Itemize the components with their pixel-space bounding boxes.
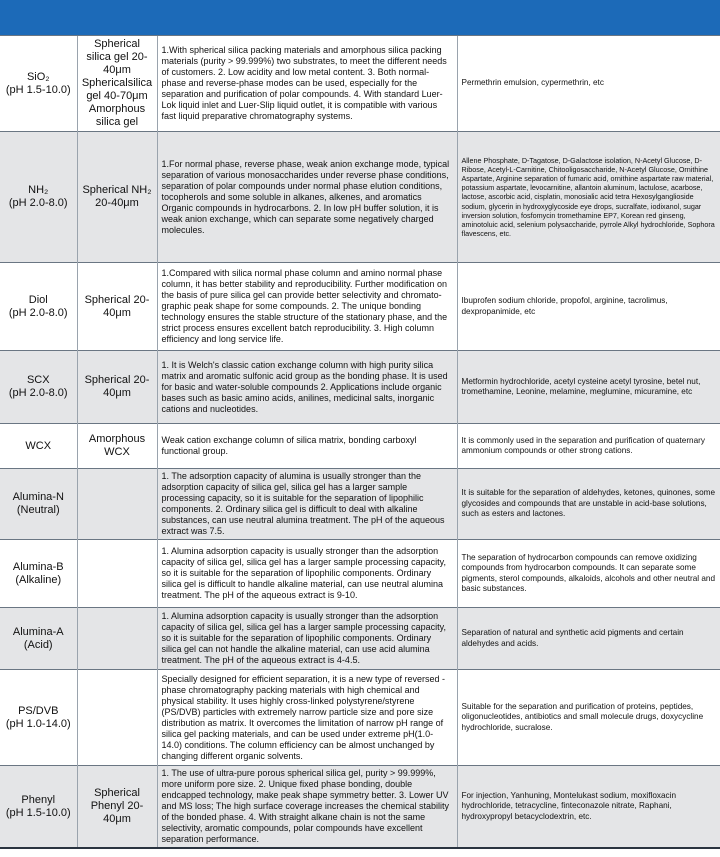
features-cell: 1. Alumina adsorption capacity is usually stronger than the adsorption capacity of silica gel, silica gel has a larger sample processing capacity, so it is suitable for the separation of lipophilic components. Ordinary silica gel is difficult to handle alkaline material, can use neutral alumina treatment. The pH of the aqueous extract is 9-10. [157,540,457,608]
phase-cell [0,540,77,608]
phase-cell [0,36,77,132]
phase-ph-range: (pH 1.5-10.0) [5,83,71,96]
features-cell: 1. The use of ultra-pure porous spherical silica gel, purity > 99.999%, more uniform pore size. 2. Unique fixed phase bonding, double endcapped technology, make peak shape symmetry better. 3. Lower UV and MS loss; The high surface coverage increases the chemical stability of the bonded phase. 4. With straight alkane chain is not the same selectivity, aromatic compounds, polar compounds have excellent separation performance. [157,766,457,849]
applications-cell: For injection, Yanhuning, Montelukast sodium, moxifloxacin hydrochloride, tetracycline, finteconazole nitrate, Raphani, hydroxypropyl betacyclodextrin, etc. [457,766,720,849]
phase-name: SCX [26,374,50,386]
features-cell: 1. The adsorption capacity of alumina is usually stronger than the adsorption capacity of silica gel, silica gel has a larger sample processing capacity, so it is suitable for the separation of lipophilic components. 2. Ordinary silica gel is difficult to deal with alkaline substances, can use neutral alumina treatment. The pH of the aqueous extract was 7.5. [157,469,457,540]
table-row [0,469,720,540]
features-cell: Specially designed for efficient separation, it is a new type of reversed -phase chromatography packing materials with high chemical and physical stability. It uses highly cross-linked polystyrene/styrene (PS/DVB) particles with extremely narrow particle size and pore size distribution as matrix. It overcomes the limitation of narrow pH range of silica gel packing materials, and can be used under extreme pH(1.0-14.0) conditions. The column efficiency can be almost unchanged by changing different organic solvents. [157,670,457,766]
table-row [0,540,720,608]
table-row [0,36,720,132]
phase-cell [0,608,77,670]
phase-name: Diol [28,293,48,306]
specification-cell [77,608,157,670]
specification-cell: Spherical 20-40μm [77,351,157,424]
phase-ph-range: (Neutral) [16,504,60,516]
phase-cell [0,263,77,351]
phase-cell [0,351,77,424]
table-row [0,608,720,670]
applications-cell: Ibuprofen sodium chloride, propofol, arginine, tacrolimus, dexpropanimide, etc [457,263,720,351]
phase-name: PS/DVB [18,704,59,717]
phase-ph-range: (pH 2.0-8.0) [8,306,68,319]
applications-cell: It is suitable for the separation of aldehydes, ketones, quinones, some glycosides and compounds that are unstable in acid-base solutions, such as esters and lactones. [457,469,720,540]
phase-ph-range: (Alkaline) [15,573,62,586]
table-row [0,132,720,263]
features-cell: 1.For normal phase, reverse phase, weak anion exchange mode, typical separation of various monosaccharides under reverse phase conditions, separation of polar compounds under normal phase elution conditions, tocopherols and some soluble in alkanes, alkenes, and aromatics Organic compounds in hydrocarbons. 2. In low pH buffer solution, it is weak anion exchange, which can separate some negatively charged molecules. [157,132,457,263]
specification-cell [77,670,157,766]
specification-cell: Spherical NH₂ 20-40μm [77,132,157,263]
phase-name: Alumina-A [12,625,64,638]
features-cell: Weak cation exchange column of silica matrix, bonding carboxyl functional group. [157,424,457,469]
specification-cell [77,469,157,540]
phase-ph-range: (pH 2.0-8.0) [8,197,68,209]
phase-cell [0,670,77,766]
specification-cell: Spherical Phenyl 20-40μm [77,766,157,849]
phase-name: Alumina-N [12,491,64,503]
features-cell: 1.Compared with silica normal phase column and amino normal phase column, it has better stability and reproducibility. Further modification on the basis of pure silica gel can provide better selectivity and chromato-graphic peak shape for some compounds. 2. The unique bonding technology ensures the stable structure of the stationary phase, and the strict process ensures excellent batch reproducibility. 3. High column efficiency and long service life. [157,263,457,351]
phase-ph-range: (pH 2.0-8.0) [8,387,68,399]
phase-name: Alumina-B [12,560,64,573]
phase-cell [0,469,77,540]
applications-cell: Separation of natural and synthetic acid pigments and certain aldehydes and acids. [457,608,720,670]
product-table [0,35,720,849]
applications-cell: It is commonly used in the separation and purification of quaternary ammonium compounds or other strong cations. [457,424,720,469]
applications-cell: The separation of hydrocarbon compounds can remove oxidizing compounds from hydrocarbon compounds. It can separate some pigments, sterol compounds, alkaloids, alcohols and other neutral and basic substances. [457,540,720,608]
phase-cell [0,132,77,263]
phase-ph-range: (pH 1.5-10.0) [5,806,71,819]
phase-name: WCX [25,439,52,452]
table-bottom-rule [0,848,720,849]
table-row [0,424,720,469]
table-row [0,766,720,849]
specification-cell: Spherical 20-40μm [77,263,157,351]
features-cell: 1.With spherical silica packing materials and amorphous silica packing materials (purity > 99.999%) two substrates, to meet the different needs of customers. 2. Low acidity and low metal content. 3. Both normal-phase and reverse-phase modes can be used, especially for the separation and purification of polar compounds. 4. With standard Luer-Lok liquid inlet and Luer-Slip liquid outlet, it is compatible with various fast liquid preparative chromatography systems. [157,36,457,132]
phase-cell [0,766,77,849]
features-cell: 1. It is Welch's classic cation exchange column with high purity silica matrix and aromatic sulfonic acid group as the bonding phase. It is used for basic and water-soluble compounds 2. Applications include organic bases such as basic amino acids, anilines, medicinal salts, inorganic cations and nucleotides. [157,351,457,424]
specification-cell [77,540,157,608]
table-row [0,670,720,766]
applications-cell: Suitable for the separation and purification of proteins, peptides, oligonucleotides, antibiotics and small molecule drugs, doxycycline hydrochloride, sucralose. [457,670,720,766]
phase-name: Phenyl [21,793,56,806]
phase-name: SiO₂ [26,70,50,83]
table-header-bar [0,0,720,35]
applications-cell: Metformin hydrochloride, acetyl cysteine acetyl tyrosine, betel nut, tromethamine, Leonine, melamine, meglumine, micuramine, etc [457,351,720,424]
specification-cell: Spherical silica gel 20-40μm Sphericalsilica gel 40-70μm Amorphous silica gel [77,36,157,132]
table-row [0,263,720,351]
phase-name: NH₂ [28,184,49,196]
phase-ph-range: (pH 1.0-14.0) [5,717,71,730]
table-row [0,351,720,424]
applications-cell: Allene Phosphate, D-Tagatose, D-Galactose isolation, N-Acetyl Glucose, D-Ribose, Acetyl-L-Carnitine, Chitooligosaccharide, N-Acetyl Glucose, Ornithine Aspartate, Arginine separation of fumaric acid, ornithine aspartate raw material, potassium aspartate, levocarnitine, allantoin aluminum, lactulose, acarbose, lactose, ascorbic acid, cisplatin, monosialic acid tetra Hexosylganglioside sodium, glycerin in hydroxyglycoside eye drops, sucralfate, iodixanol, sugar inversion solution, fosfomycin tromethamine EP7, Korean red ginseng, aminotoluic acid, selenium polysaccharide, pyrrole Alkyl hydrochloride, Sophora flavescens, etc. [457,132,720,263]
specification-cell: Amorphous WCX [77,424,157,469]
phase-ph-range: (Acid) [23,638,53,651]
applications-cell: Permethrin emulsion, cypermethrin, etc [457,36,720,132]
phase-cell [0,424,77,469]
table-bottom-rule-cell [0,848,720,849]
features-cell: 1. Alumina adsorption capacity is usually stronger than the adsorption capacity of silica gel, silica gel has a larger sample processing capacity, so it is suitable for the separation of lipophilic components. Ordinary silica gel can not handle the alkaline material, can use acid alumina treatment. The pH of the aqueous extract is 4-4.5. [157,608,457,670]
